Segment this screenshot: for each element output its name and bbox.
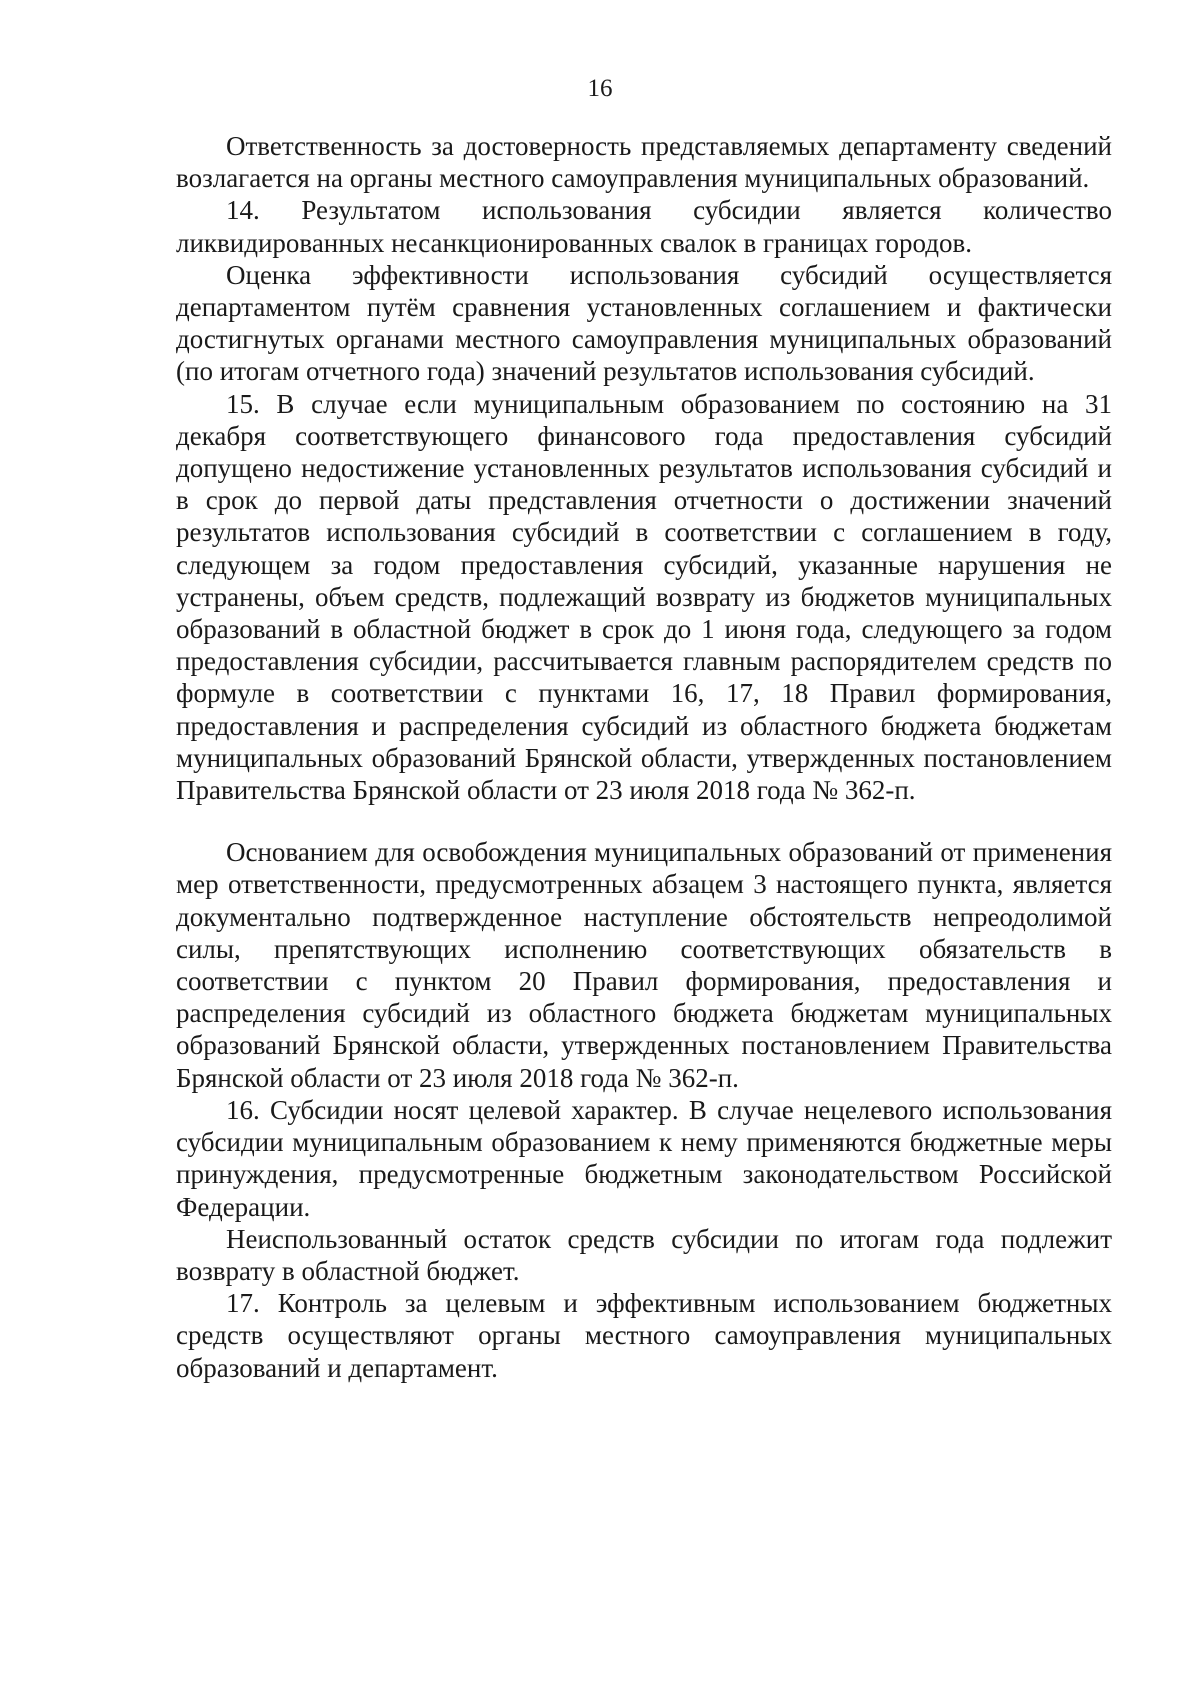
paragraph-14-result: 14. Результатом использования субсидии является количество ликвидированных несанкционированных свалок в границах городов.: [176, 195, 1112, 258]
paragraph-responsibility: Ответственность за достоверность представляемых департаменту сведений возлагается на органы местного самоуправления муниципальных образований.: [176, 131, 1112, 194]
paragraph-unused-balance: Неиспользованный остаток средств субсидии по итогам года подлежит возврату в областной бюджет.: [176, 1223, 1112, 1286]
document-body: [176, 130, 1112, 1384]
paragraph-exemption-grounds: Основанием для освобождения муниципальных образований от применения мер ответственности, предусмотренных абзацем 3 настоящего пункта, является документально подтвержденное наступление обстоятельств непреодолимой силы, препятствующих исполнению соответствующих обязательств в соответствии с пунктом 20 Правил формирования, предоставления и распределения субсидий из областного бюджета бюджетам муниципальных образований Брянской области, утвержденных постановлением Правительства Брянской области от 23 июля 2018 года № 362-п.: [176, 837, 1112, 1093]
paragraph-15-non-achievement: 15. В случае если муниципальным образованием по состоянию на 31 декабря соответствующего финансового года предоставления субсидий допущено недостижение установленных результатов использования субсидий и в срок до первой даты представления отчетности о достижении значений результатов использования субсидий в соответствии с соглашением в году, следующем за годом предоставления субсидий, указанные нарушения не устранены, объем средств, подлежащий возврату из бюджетов муниципальных образований в областной бюджет в срок до 1 июня года, следующего за годом предоставления субсидии, рассчитывается главным распорядителем средств по формуле в соответствии с пунктами 16, 17, 18 Правил формирования, предоставления и распределения субсидий из областного бюджета бюджетам муниципальных образований Брянской области, утвержденных постановлением Правительства Брянской области от 23 июля 2018 года № 362-п.: [176, 388, 1112, 806]
page-number: 16: [587, 75, 613, 102]
paragraph-16-targeted-use: 16. Субсидии носят целевой характер. В случае нецелевого использования субсидии муниципальным образованием к нему применяются бюджетные меры принуждения, предусмотренные бюджетным законодательством Российской Федерации.: [176, 1094, 1112, 1222]
paragraph-efficiency-assessment: Оценка эффективности использования субсидий осуществляется департаментом путём сравнения установленных соглашением и фактически достигнутых органами местного самоуправления муниципальных образований (по итогам отчетного года) значений результатов использования субсидий.: [176, 259, 1112, 387]
paragraph-17-control: 17. Контроль за целевым и эффективным использованием бюджетных средств осуществляют органы местного самоуправления муниципальных образований и департамент.: [176, 1288, 1112, 1383]
